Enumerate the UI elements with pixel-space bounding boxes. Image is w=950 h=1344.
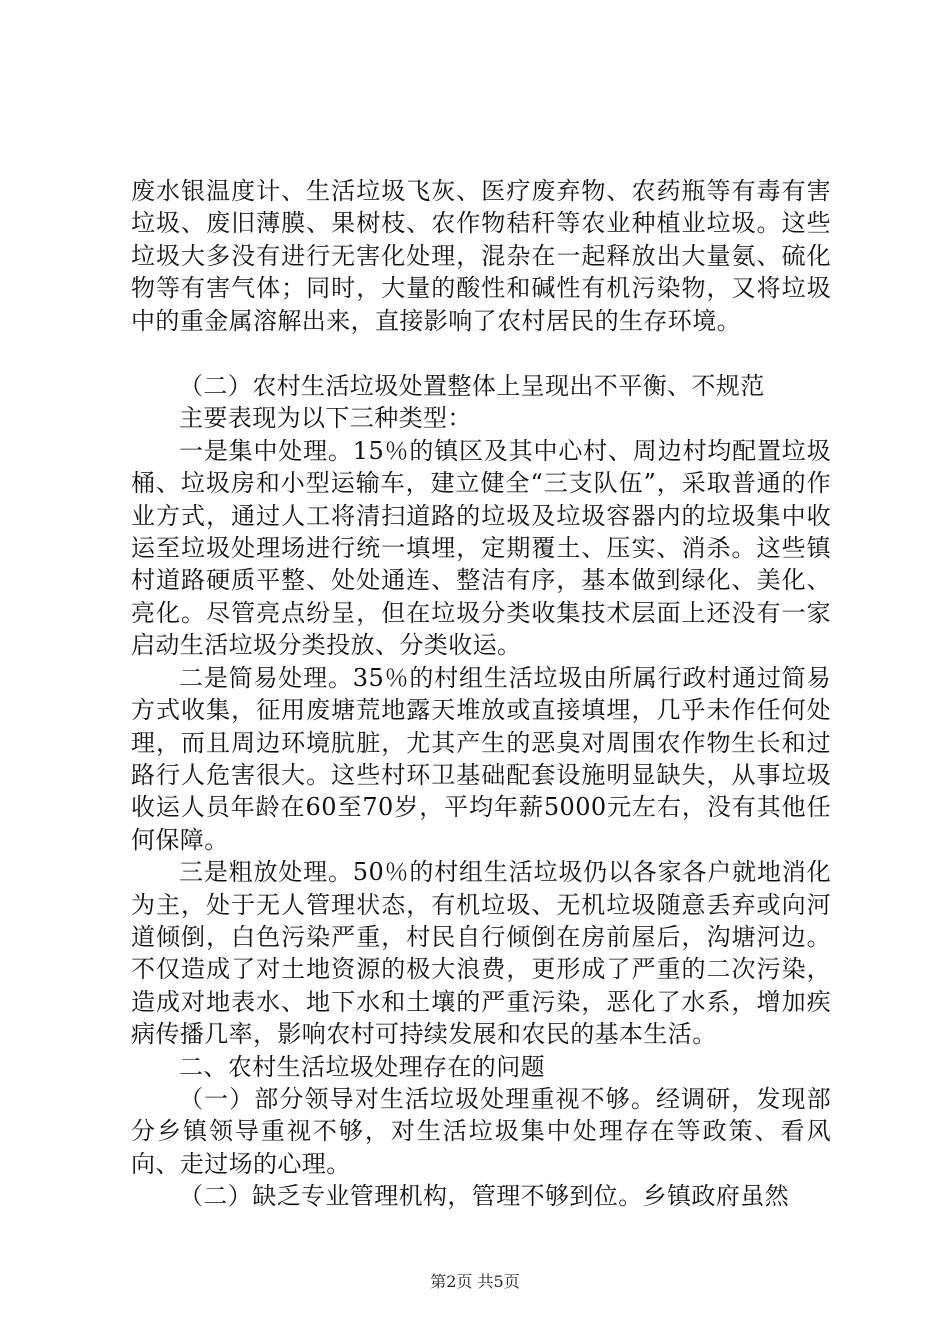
- paragraph-problems-heading: 二、农村生活垃圾处理存在的问题: [179, 1052, 545, 1081]
- page-footer: 第2页 共5页: [430, 1272, 520, 1291]
- paragraph-centralized: 一是集中处理。15％的镇区及其中心村、周边村均配置垃圾桶、垃圾房和小型运输车，建立健全“三支队伍”，采取普通的作业方式，通过人工将清扫道路的垃圾及垃圾容器内的垃圾集中收运至垃圾处理场进行统一填埋，定期覆土、压实、消杀。这些镇村道路硬质平整、处处通连、整洁有序，基本做到绿化、美化、亮化。尽管亮点纷呈，但在垃圾分类收集技术层面上还没有一家启动生活垃圾分类投放、分类收运。: [131, 436, 831, 660]
- paragraph-continued: 废水银温度计、生活垃圾飞灰、医疗废弃物、农药瓶等有毒有害垃圾、废旧薄膜、果树枝、农作物秸秆等农业种植业垃圾。这些垃圾大多没有进行无害化处理，混杂在一起释放出大量氨、硫化物等有害气体；同时，大量的酸性和碱性有机污染物，又将垃圾中的重金属溶解出来，直接影响了农村居民的生存环境。: [131, 177, 831, 335]
- document-body: [131, 175, 831, 1213]
- paragraph-intro: 主要表现为以下三种类型：: [179, 404, 472, 433]
- paragraph-section-heading: （二）农村生活垃圾处置整体上呈现出不平衡、不规范: [179, 372, 765, 401]
- paragraph-problem-two: （二）缺乏专业管理机构，管理不够到位。乡镇政府虽然: [179, 1182, 789, 1211]
- paragraph-extensive: 三是粗放处理。50％的村组生活垃圾仍以各家各户就地消化为主，处于无人管理状态，有机垃圾、无机垃圾随意丢弃或向河道倾倒，白色污染严重，村民自行倾倒在房前屋后，沟塘河边。不仅造成了对土地资源的极大浪费，更形成了严重的二次污染，造成对地表水、地下水和土壤的严重污染，恶化了水系，增加疾病传播几率，影响农村可持续发展和农民的基本生活。: [131, 858, 831, 1049]
- paragraph-simple: 二是简易处理。35％的村组生活垃圾由所属行政村通过简易方式收集，征用废塘荒地露天堆放或直接填埋，几乎未作任何处理，而且周边环境肮脏，尤其产生的恶臭对周围农作物生长和过路行人危害很大。这些村环卫基础配套设施明显缺失，从事垃圾收运人员年龄在60至70岁，平均年薪5000元左右，没有其他任何保障。: [131, 663, 831, 854]
- paragraph-problem-one: （一）部分领导对生活垃圾处理重视不够。经调研，发现部分乡镇领导重视不够，对生活垃圾集中处理存在等政策、看风向、走过场的心理。: [131, 1084, 831, 1178]
